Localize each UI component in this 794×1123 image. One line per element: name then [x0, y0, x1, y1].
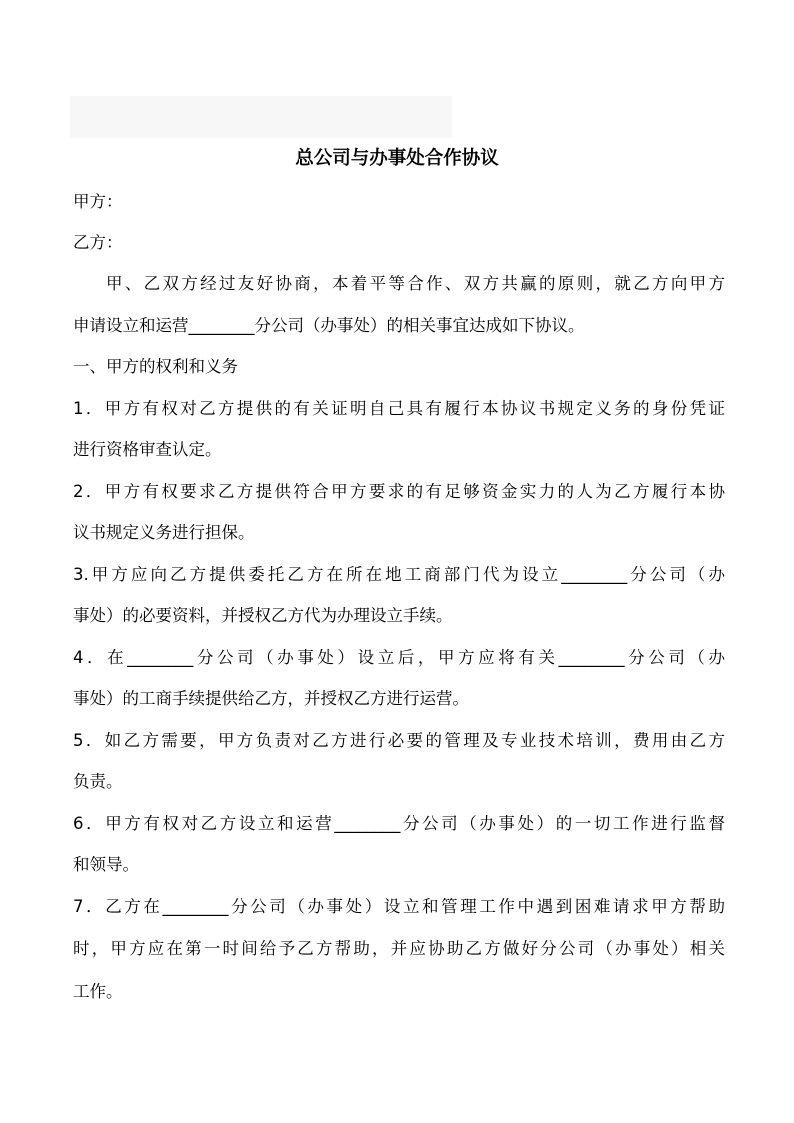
clause-2-line-2: 议书规定义务进行担保。 [73, 523, 255, 542]
clause-1-line-2: 进行资格审查认定。 [73, 440, 222, 459]
clause-3-line-1: 3.甲方应向乙方提供委托乙方在所在地工商部门代为设立________分公司（办 [73, 565, 725, 584]
clause-7-line-1: 7．乙方在________分公司（办事处）设立和管理工作中遇到困难请求甲方帮助 [73, 897, 725, 916]
clause-4-line-1: 4．在________分公司（办事处）设立后，甲方应将有关________分公司（办 [73, 648, 725, 667]
clause-7-line-2: 时，甲方应在第一时间给予乙方帮助，并应协助乙方做好分公司（办事处）相关 [73, 939, 725, 958]
clause-3-line-2: 事处）的必要资料，并授权乙方代为办理设立手续。 [73, 606, 453, 625]
intro-line-1: 甲、乙双方经过友好协商，本着平等合作、双方共赢的原则，就乙方向甲方 [106, 274, 725, 293]
clause-6-line-1: 6．甲方有权对乙方设立和运营________分公司（办事处）的一切工作进行监督 [73, 814, 725, 833]
clause-1-line-1: 1．甲方有权对乙方提供的有关证明自己具有履行本协议书规定义务的身份凭证 [73, 399, 725, 418]
clause-2-line-1: 2．甲方有权要求乙方提供符合甲方要求的有足够资金实力的人为乙方履行本协 [73, 482, 725, 501]
party-a-label: 甲方： [73, 192, 123, 211]
clause-4-line-2: 事处）的工商手续提供给乙方，并授权乙方进行运营。 [73, 689, 469, 708]
clause-5-line-1: 5．如乙方需要，甲方负责对乙方进行必要的管理及专业技术培训，费用由乙方 [73, 731, 725, 750]
clause-6-line-2: 和领导。 [73, 855, 139, 874]
section-heading-party-a: 一、甲方的权利和义务 [73, 357, 238, 376]
intro-line-2: 申请设立和运营________分公司（办事处）的相关事宜达成如下协议。 [73, 316, 585, 335]
party-b-label: 乙方： [73, 233, 123, 252]
clause-7-line-3: 工作。 [73, 982, 123, 1001]
page-title: 总公司与办事处合作协议 [295, 148, 499, 169]
header-band [70, 96, 452, 138]
clause-5-line-2: 负责。 [73, 772, 123, 791]
